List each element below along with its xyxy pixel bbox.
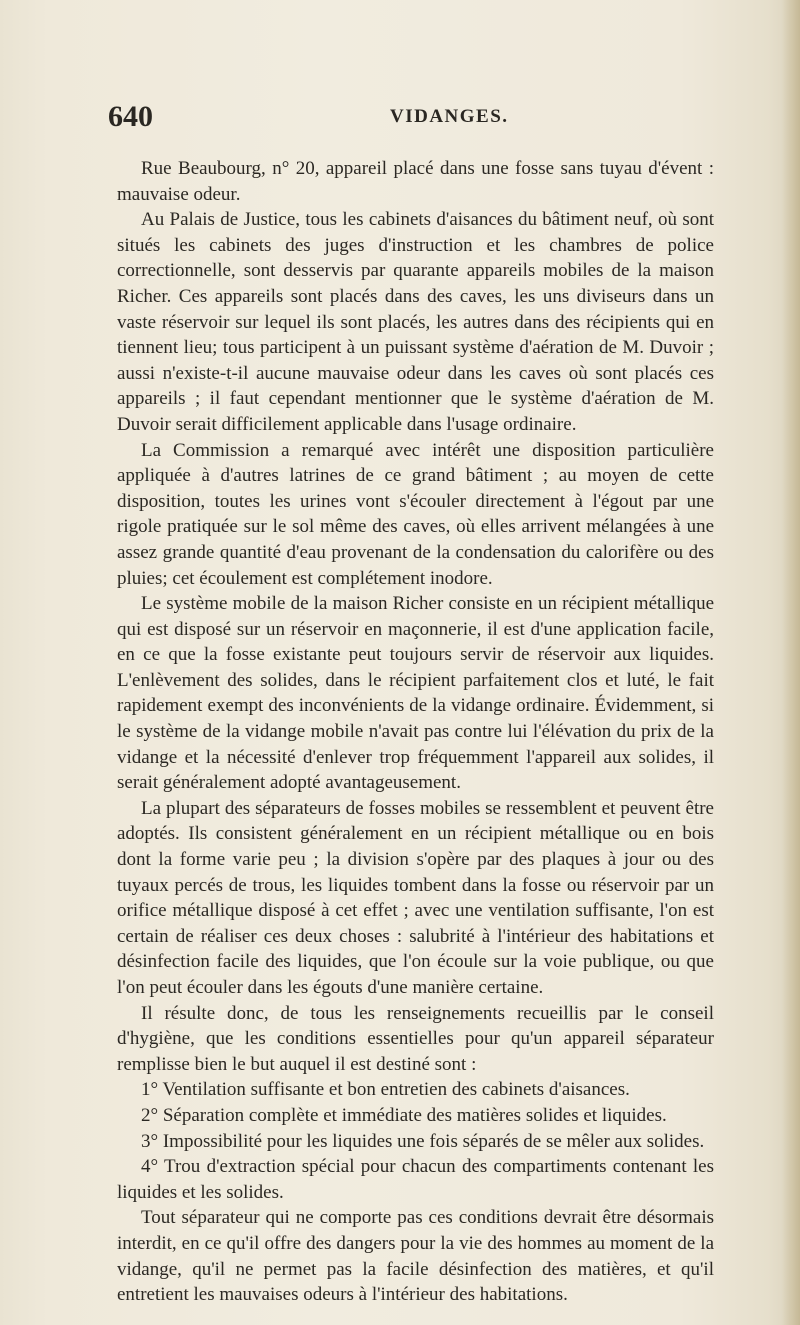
paragraph: La Commission a remarqué avec intérêt une disposition particulière appliquée à d'autres latrines de ce grand bâtiment ; au moyen de cette disposition, toutes les urines vont s'écouler directement à l'égout par une rigole pratiquée sur le sol même des caves, où elles arrivent mélangées à une assez grande quantité d'eau provenant de la condensation du calorifère ou des pluies; cet écoulement est complétement inodore. xyxy=(117,439,714,589)
list-item: 3° Impossibilité pour les liquides une fois séparés de se mêler aux solides. xyxy=(141,1130,705,1152)
closing-paragraph: Tout séparateur qui ne comporte pas ces conditions devrait être désormais interdit, en ce qu'il offre des dangers pour la vie des hommes au moment de la vidange, qu'il ne permet pas la facile désinfection des matières, et qu'il entretient les mauvaises odeurs à l'intérieur des habitations. xyxy=(117,1207,714,1306)
page-header xyxy=(108,100,698,140)
paragraph: Au Palais de Justice, tous les cabinets d'aisances du bâtiment neuf, où sont situés les cabinets des juges d'instruction et les chambres de police correctionnelle, sont desservis par quarante appareils mobiles de la maison Richer. Ces appareils sont placés dans des caves, les uns diviseurs dans un vaste réservoir sur lequel ils sont placés, les autres dans des récipients qui en tiennent lieu; tous participent à un puissant système d'aération de M. Duvoir ; aussi n'existe-t-il aucune mauvaise odeur dans les caves où sont placés ces appareils ; il faut cependant mentionner que le système d'aération de M. Duvoir serait difficilement applicable dans l'usage ordinaire. xyxy=(117,209,714,435)
list-item: 2° Séparation complète et immédiate des matières solides et liquides. xyxy=(141,1104,667,1126)
paragraph: La plupart des séparateurs de fosses mobiles se ressemblent et peuvent être adoptés. Ils consistent généralement en un récipient métallique ou en bois dont la forme varie peu ; la division s'opère par des plaques à jour ou des tuyaux percés de trous, les liquides tombent dans la fosse ou réservoir par un orifice métallique disposé à cet effet ; avec une ventilation suffisante, l'on est certain de réaliser ces deux choses : salubrité à l'intérieur des habitations et désinfection facile des liquides, que l'on écoule sur la voie publique, ou que l'on peut écouler dans les égouts d'une manière certaine. xyxy=(117,797,714,998)
paragraph: Rue Beaubourg, n° 20, appareil placé dans une fosse sans tuyau d'évent : mauvaise odeur. xyxy=(117,158,714,205)
paragraph: Il résulte donc, de tous les renseignements recueillis par le conseil d'hygiène, que les conditions essentielles pour qu'un appareil séparateur remplisse bien le but auquel il est destiné sont : xyxy=(117,1002,714,1075)
body-text xyxy=(117,156,714,1308)
paragraph: Le système mobile de la maison Richer consiste en un récipient métallique qui est disposé sur un réservoir en maçonnerie, il est d'une application facile, en ce que la fosse existante peut toujours servir de réservoir aux liquides. L'enlèvement des solides, dans le récipient parfaitement clos et luté, le fait rapidement exempt des inconvénients de la vidange ordinaire. Évidemment, si le système de la vidange mobile n'avait pas contre lui l'élévation du prix de la vidange et la nécessité d'enlever trop fréquemment l'appareil aux solides, il serait généralement adopté avantageusement. xyxy=(117,593,714,794)
page-number: 640 xyxy=(108,100,153,133)
list-item: 4° Trou d'extraction spécial pour chacun des compartiments contenant les liquides et les solides. xyxy=(117,1156,714,1203)
running-title: VIDANGES. xyxy=(390,106,509,127)
list-item: 1° Ventilation suffisante et bon entretien des cabinets d'aisances. xyxy=(141,1079,630,1101)
page-edge-shadow xyxy=(782,0,800,1325)
